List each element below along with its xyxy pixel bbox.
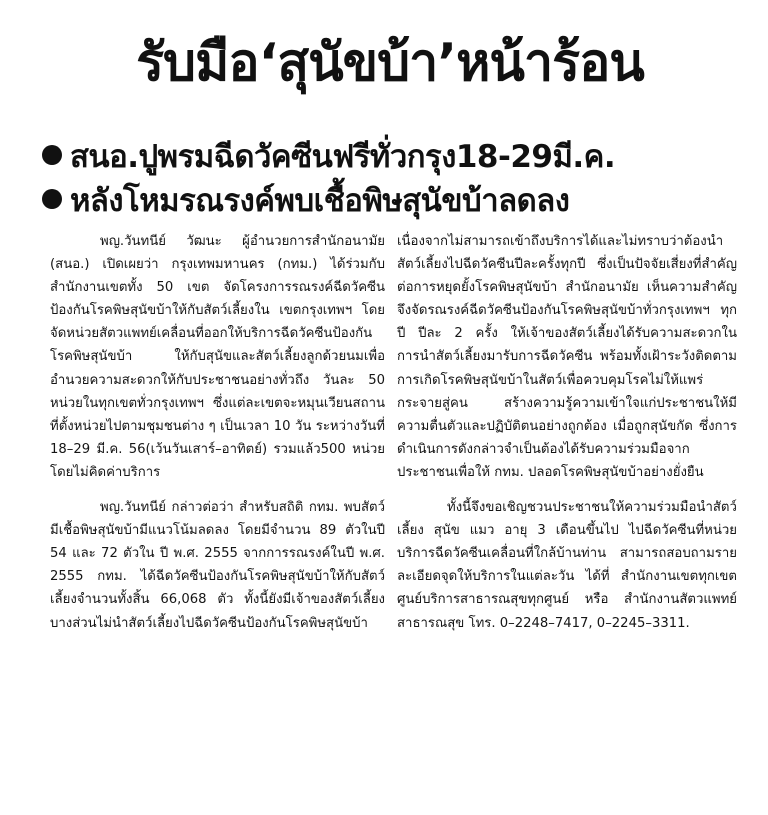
right-paragraph-1: เนื่องจากไม่สามารถเข้าถึงบริการได้และไม่ทราบว่าต้องนำสัตว์เลี้ยงไปฉีดวัคซีนปีละครั้งทุกปี ซึ่งเป็นปัจจัยเสี่ยงที่สำคัญต่อการหยุดยั้งโรคพิษสุนัขบ้า สำนักอนามัย เห็นความสำคัญจึงจัดรณรงค์ฉีดวัคซีนป้องกันโรคพิษสุนัขบ้าทั่วกรุงเทพฯ ทุกปี ปีละ 2 ครั้ง ให้เจ้าของสัตว์เลี้ยงได้รับความสะดวกในการนำสัตว์เลี้ยงมารับการฉีดวัคซีน พร้อมทั้งเฝ้าระวังติดตามการเกิดโรคพิษสุนัขบ้าในสัตว์เพื่อควบคุมโรคไม่ให้แพร่กระจายสู่คน สร้างความรู้ความเข้าใจแก่ประชาชนให้มีความตื่นตัวและปฏิบัติตนอย่างถูกต้อง เมื่อถูกสุนัขกัด ซึ่งการดำเนินการดังกล่าวจำเป็นต้องได้รับความร่วมมือจากประชาชนเพื่อให้ กทม. ปลอดโรคพิษสุนัขบ้าอย่างยั่งยืน (397, 234, 737, 480)
right-paragraph-2: ทั้งนี้จึงขอเชิญชวนประชาชนให้ความร่วมมือนำสัตว์เลี้ยง สุนัข แมว อายุ 3 เดือนขึ้นไป ไปฉีดวัคซีนที่หน่วยบริการฉีดวัคซีนเคลื่อนที่ใกล้บ้านท่าน สามารถสอบถามรายละเอียดจุดให้บริการในแต่ละวัน ได้ที่ สำนักงานเขตทุกเขต ศูนย์บริการสาธารณสุขทุกศูนย์ หรือ สำนักงานสัตวแพทย์สาธารณสุข โทร. 0–2248–7417, 0–2245–3311. (397, 500, 737, 631)
headline: รับมือ‘สุนัขบ้า’หน้าร้อน (136, 33, 644, 93)
left-column (50, 230, 385, 635)
subhead-1 (42, 136, 762, 178)
bullet-icon (42, 145, 62, 165)
left-paragraph-1: พญ.วันทนีย์ วัฒนะ ผู้อำนวยการสำนักอนามัย (สนอ.) เปิดเผยว่า กรุงเทพมหานคร (กทม.) ได้ร่วมกับ สำนักงานเขตทั้ง 50 เขต จัดโครงการรณรงค์ฉีดวัคซีนป้องกันโรคพิษสุนัขบ้าให้กับสัตว์เลี้ยงใน เขตกรุงเทพฯ โดยจัดหน่วยสัตวแพทย์เคลื่อนที่ออกให้บริการฉีดวัคซีนป้องกันโรคพิษสุนัขบ้า ให้กับสุนัขและสัตว์เลี้ยงลูกด้วยนมเพื่ออำนวยความสะดวกให้กับประชาชนอย่างทั่วถึง วันละ 50 หน่วยในทุกเขตทั่วกรุงเทพฯ ซึ่งแต่ละเขตจะหมุนเวียนสถานที่ตั้งหน่วยไปตามชุมชนต่าง ๆ เป็นเวลา 10 วัน ระหว่างวันที่ 18–29 มี.ค. 56(เว้นวันเสาร์–อาทิตย์) รวมแล้ว500 หน่วย โดยไม่คิดค่าบริการ (50, 234, 385, 480)
subhead-2 (42, 180, 762, 222)
bullet-icon (42, 189, 62, 209)
subhead-2-text: หลังโหมรณรงค์พบเชื้อพิษสุนัขบ้าลดลง (70, 183, 570, 219)
right-column (397, 230, 737, 635)
subhead-1-text: สนอ.ปูพรมฉีดวัคซีนฟรีทั่วกรุง18-29มี.ค. (70, 139, 616, 175)
left-paragraph-2: พญ.วันทนีย์ กล่าวต่อว่า สำหรับสถิติ กทม. พบสัตว์มีเชื้อพิษสุนัขบ้ามีแนวโน้มลดลง โดยมีจำนวน 89 ตัวในปี 54 และ 72 ตัวใน ปี พ.ศ. 2555 จากการรณรงค์ในปี พ.ศ. 2555 กทม. ได้ฉีดวัคซีนป้องกันโรคพิษสุนัขบ้าให้กับสัตว์เลี้ยงจำนวนทั้งสิ้น 66,068 ตัว ทั้งนี้ยังมีเจ้าของสัตว์เลี้ยงบางส่วนไม่นำสัตว์เลี้ยงไปฉีดวัคซีนป้องกันโรคพิษสุนัขบ้า (50, 500, 385, 631)
